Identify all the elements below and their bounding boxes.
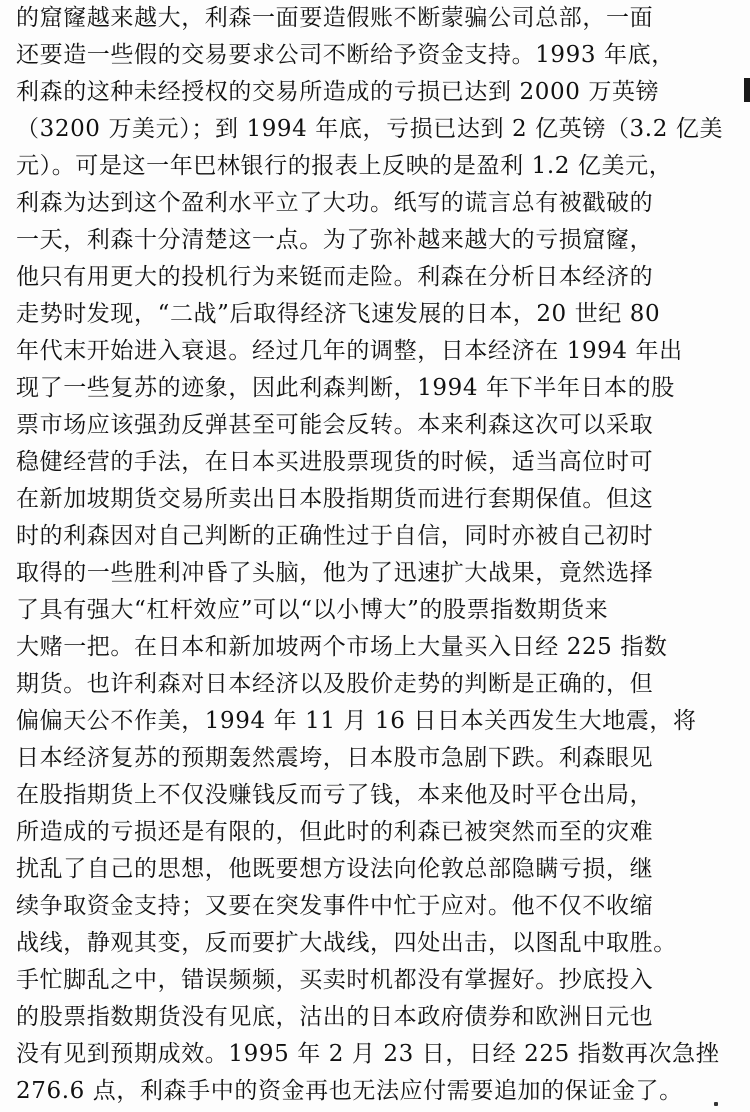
text-line: 时的利森因对自己判断的正确性过于自信，同时亦被自己初时 xyxy=(16,523,654,549)
text-line: 手忙脚乱之中，错误频频，买卖时机都没有掌握好。抄底投入 xyxy=(16,967,654,993)
text-line: 期货。也许利森对日本经济以及股价走势的判断是正确的，但 xyxy=(16,671,654,697)
text-line: 战线，静观其变，反而要扩大战线，四处出击，以图乱中取胜。 xyxy=(16,930,677,956)
text-line: （3200 万美元）；到 1994 年底，亏损已达到 2 亿英镑（3.2 亿美 xyxy=(16,116,724,142)
text-line: 在新加坡期货交易所卖出日本股指期货而进行套期保值。但这 xyxy=(16,486,654,512)
text-line: 所造成的亏损还是有限的，但此时的利森已被突然而至的灾难 xyxy=(16,819,654,845)
text-line: 的股票指数期货没有见底，沽出的日本政府债券和欧洲日元也 xyxy=(16,1004,654,1030)
text-line: 的窟窿越来越大，利森一面要造假账不断蒙骗公司总部，一面 xyxy=(16,5,654,31)
text-line: 日本经济复苏的预期轰然震垮，日本股市急剧下跌。利森眼见 xyxy=(16,745,654,771)
scan-speck xyxy=(714,1102,718,1106)
text-line: 没有见到预期成效。1995 年 2 月 23 日，日经 225 指数再次急挫 xyxy=(16,1041,720,1067)
text-line: 一天，利森十分清楚这一点。为了弥补越来越大的亏损窟窿， xyxy=(16,227,654,253)
text-line: 取得的一些胜利冲昏了头脑，他为了迅速扩大战果，竟然选择 xyxy=(16,560,654,586)
text-line: 元）。可是这一年巴林银行的报表上反映的是盈利 1.2 亿美元， xyxy=(16,153,673,179)
text-line: 他只有用更大的投机行为来铤而走险。利森在分析日本经济的 xyxy=(16,264,654,290)
text-line: 利森为达到这个盈利水平立了大功。纸写的谎言总有被戳破的 xyxy=(16,190,654,216)
text-line: 稳健经营的手法，在日本买进股票现货的时候，适当高位时可 xyxy=(16,449,654,475)
text-line: 偏偏天公不作美，1994 年 11 月 16 日日本关西发生大地震，将 xyxy=(16,708,697,734)
text-line: 续争取资金支持；又要在突发事件中忙于应对。他不仅不收缩 xyxy=(16,893,654,919)
text-line: 了具有强大“杠杆效应”可以“以小博大”的股票指数期货来 xyxy=(16,597,609,623)
scan-edge-mark xyxy=(744,78,750,102)
text-line: 走势时发现，“二战”后取得经济飞速发展的日本，20 世纪 80 xyxy=(16,301,661,327)
text-line: 现了一些复苏的迹象，因此利森判断，1994 年下半年日本的股 xyxy=(16,375,675,401)
text-line: 利森的这种未经授权的交易所造成的亏损已达到 2000 万英镑 xyxy=(16,79,660,105)
text-line: 大赌一把。在日本和新加坡两个市场上大量买入日经 225 指数 xyxy=(16,634,668,660)
text-line: 扰乱了自己的思想，他既要想方设法向伦敦总部隐瞒亏损，继 xyxy=(16,856,654,882)
body-text xyxy=(16,0,726,1110)
text-line: 276.6 点，利森手中的资金再也无法应付需要追加的保证金了。 xyxy=(16,1078,683,1104)
text-line: 年代末开始进入衰退。经过几年的调整，日本经济在 1994 年出 xyxy=(16,338,683,364)
text-line: 票市场应该强劲反弹甚至可能会反转。本来利森这次可以采取 xyxy=(16,412,654,438)
text-line: 还要造一些假的交易要求公司不断给予资金支持。1993 年底， xyxy=(16,42,675,68)
text-line: 在股指期货上不仅没赚钱反而亏了钱，本来他及时平仓出局， xyxy=(16,782,654,808)
